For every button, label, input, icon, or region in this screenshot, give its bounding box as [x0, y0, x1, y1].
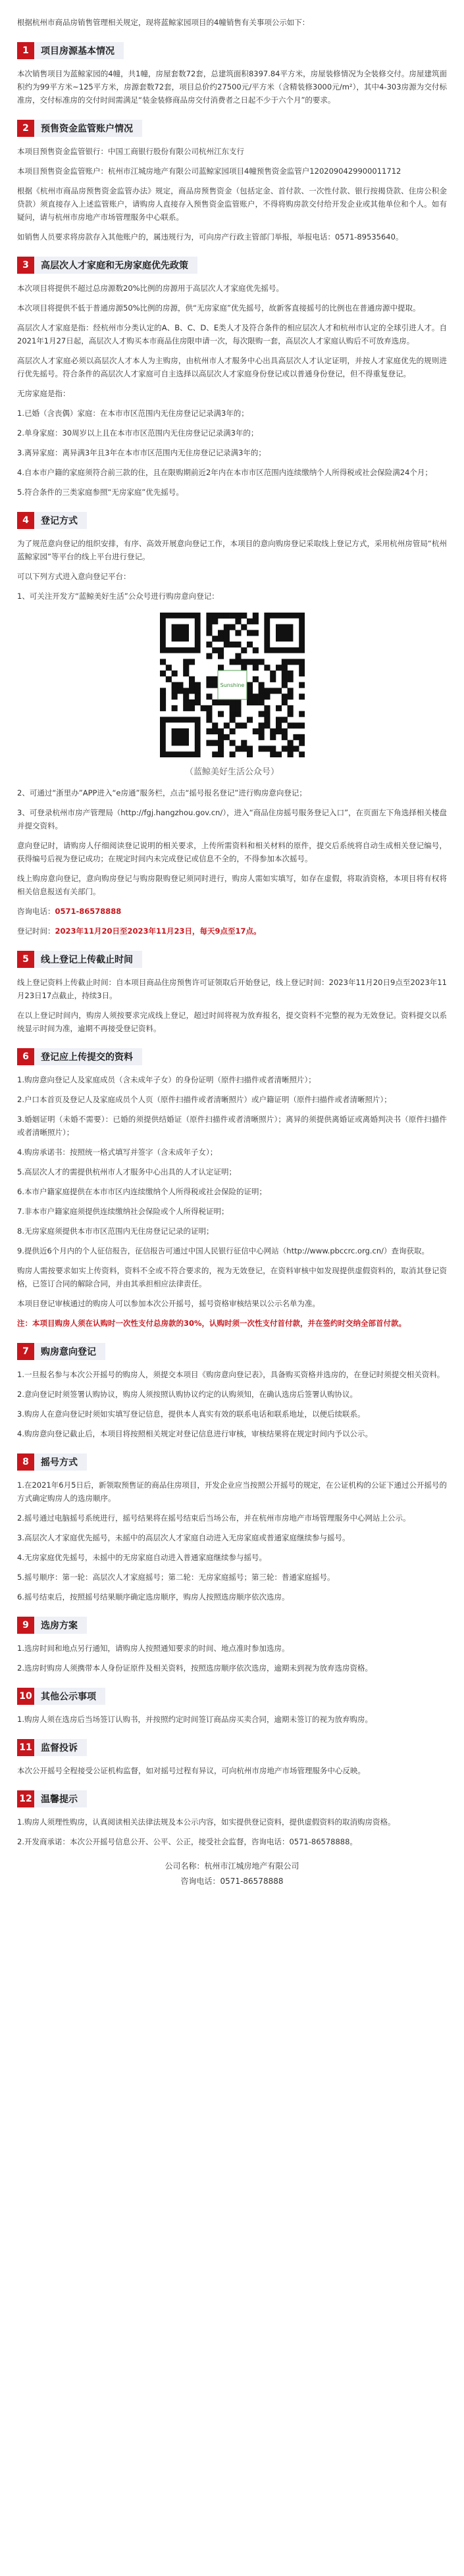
section-title: 监督投诉 [34, 1739, 87, 1756]
section-paragraph: 线上登记资料上传截止时间：自本项目商品住房预售许可证领取后开始登记，线上登记时间：2023年11月20日9点至2023年11月23日17点截止，持续3日。 [17, 978, 447, 1000]
section-title: 项目房源基本情况 [34, 42, 124, 59]
section-paragraph: 1.购房人须理性购房，认真阅读相关法律法规及本公示内容，如实提供登记资料，提供虚假资料的取消购房资格。 [17, 1817, 396, 1827]
section-paragraph: 1.购房意向登记人及家庭成员（含未成年子女）的身份证明（原件扫描件或者清晰照片）； [17, 1075, 316, 1084]
time-label: 登记时间： [17, 926, 55, 936]
section-header [17, 1739, 447, 1756]
footer-company-label: 公司名称： [165, 1861, 205, 1871]
section-paragraph: 4.自本市户籍的家庭须符合前三款的住，且在限购期前近2年内在本市市区范围内连续缴纳个人所得税或社会保险满24个月； [17, 468, 432, 477]
section-paragraph: 本次项目将提供不低于普通房源50%比例的房源，供“无房家庭”优先摇号，故新客直接摇号的比例也在普通房源中提取。 [17, 303, 421, 313]
section-paragraph: 本项目预售资金监管账户：杭州市江城房地产有限公司蓝鲸家园项目4幢预售资金监管户1202090429900011712 [17, 166, 401, 176]
section-paragraph: 6.摇号结束后，按照摇号结果顺序确定选房顺序，购房人按照选房顺序依次选房。 [17, 1592, 290, 1602]
section-number-badge: 3 [17, 257, 34, 274]
section-paragraph: 8.无房家庭须提供本市市区范围内无住房登记记录的证明； [17, 1226, 214, 1236]
registration-time: 2023年11月20日至2023年11月23日，每天9点至17点。 [55, 926, 261, 936]
section-header [17, 1617, 447, 1634]
section-title: 登记应上传提交的资料 [34, 1048, 142, 1065]
section-paragraph: 2.单身家庭：30周岁以上且在本市市区范围内无住房登记记录满3年的； [17, 428, 259, 438]
intro-text: 根据杭州市商品房销售管理相关规定，现将蓝鲸家园项目的4幢销售有关事项公示如下： [17, 18, 310, 27]
section-paragraph: 5.摇号顺序：第一轮：高层次人才家庭摇号；第二轮：无房家庭摇号；第三轮：普通家庭摇号。 [17, 1573, 335, 1582]
section-title: 摇号方式 [34, 1453, 87, 1471]
footer-phone [17, 1875, 447, 1886]
section-paragraph: 在以上登记时间内，购房人须按要求完成线上登记，超过时间将视为放弃报名，提交资料不完整的视为无效登记。资料提交以系统显示时间为准，逾期不再接受登记资料。 [17, 1011, 447, 1033]
section-title: 其他公示事项 [34, 1688, 105, 1705]
section-title: 登记方式 [34, 512, 87, 529]
section-paragraph: 1.在2021年6月5日后，新领取预售证的商品住房项目，开发企业应当按照公开摇号的规定，在公证机构的公证下通过公开摇号的方式确定购房人的选房顺序。 [17, 1480, 447, 1503]
section-paragraph: 7.非本市户籍家庭须提供连续缴纳社会保险或个人所得税证明； [17, 1207, 229, 1216]
section-paragraph: 4.购房意向登记截止后，本项目将按照相关规定对登记信息进行审核，审核结果将在规定时间内予以公示。 [17, 1429, 373, 1438]
highlight-notice: 注：本项目购房人须在认购时一次性支付总房款的30%，认购时须一次性支付首付款，并在签约时交纳全部首付款。 [17, 1319, 407, 1328]
section-number-badge: 4 [17, 512, 34, 529]
footer-company-name: 杭州市江城房地产有限公司 [204, 1861, 299, 1871]
section-number-badge: 6 [17, 1048, 34, 1065]
section-paragraph: 2.开发商承诺：本次公开摇号信息公开、公平、公正，接受社会监督，咨询电话：0571-86578888。 [17, 1837, 357, 1846]
section-header [17, 1048, 447, 1065]
section-header [17, 257, 447, 274]
qr-code-image[interactable] [157, 609, 308, 761]
section-paragraph: 1.购房人须在选房后当场签订认购书，并按照约定时间签订商品房买卖合同，逾期未签订的视为放弃购房。 [17, 1715, 373, 1724]
section-paragraph: 3.婚姻证明（未婚不需要）：已婚的须提供结婚证（原件扫描件或者清晰照片）；离异的须提供离婚证或离婚判决书（原件扫描件或者清晰照片）； [17, 1115, 447, 1137]
section-paragraph: 2.摇号通过电脑摇号系统进行，摇号结果将在摇号结束后当场公布，并在杭州市房地产市场管理服务中心网站上公示。 [17, 1513, 411, 1523]
section-paragraph: 5.高层次人才的需提供杭州市人才服务中心出具的人才认定证明； [17, 1167, 236, 1176]
section-paragraph: 5.符合条件的三类家庭参照“无房家庭”优先摇号。 [17, 488, 184, 497]
section-title: 线上登记上传截止时间 [34, 951, 142, 968]
qr-logo-text: Sunshine [220, 682, 244, 688]
sections-container [17, 42, 447, 1848]
section-paragraph: 2.意向登记时须签署认购协议，购房人须按照认购协议约定的认购须知，在确认选房后签署认购协议。 [17, 1390, 357, 1399]
section-paragraph: 4.无房家庭优先摇号，未摇中的无房家庭自动进入普通家庭继续参与摇号。 [17, 1553, 267, 1562]
section-paragraph: 3.购房人在意向登记时须如实填写登记信息，提供本人真实有效的联系电话和联系地址，以便后续联系。 [17, 1409, 365, 1419]
footer-phone-number: 0571-86578888 [220, 1877, 284, 1886]
section-header [17, 951, 447, 968]
phone-number: 0571-86578888 [55, 907, 122, 916]
footer [17, 1860, 447, 1886]
section-header [17, 42, 447, 59]
section-paragraph: 1、可关注开发方“蓝鲸美好生活”公众号进行购房意向登记： [17, 592, 219, 601]
section-paragraph: 3.高层次人才家庭优先摇号，未摇中的高层次人才家庭自动进入无房家庭或普通家庭继续参与摇号。 [17, 1533, 350, 1542]
section-header [17, 1343, 447, 1360]
qr-code-block[interactable] [17, 609, 447, 777]
section-paragraph: 线上购房意向登记，意向购房登记与购房限购登记须同时进行，购房人需如实填写，如存在虚假，将取消资格，本项目将有权将相关信息报送有关部门。 [17, 874, 447, 896]
footer-company [17, 1860, 447, 1871]
section-paragraph: 可以下列方式进入意向登记平台： [17, 572, 131, 581]
section-paragraph: 2.户口本首页及登记人及家庭成员个人页（原件扫描件或者清晰照片）或户籍证明（原件扫描件或者清晰照片）； [17, 1095, 392, 1104]
section-title: 温馨提示 [34, 1790, 87, 1807]
section-paragraph: 6.本市户籍家庭提供在本市市区内连续缴纳个人所得税或社会保险的证明； [17, 1187, 267, 1196]
footer-phone-label: 咨询电话： [180, 1877, 220, 1886]
qr-caption: （蓝鲸美好生活公众号） [184, 767, 279, 777]
section-title: 高层次人才家庭和无房家庭优先政策 [34, 257, 197, 274]
section-title: 购房意向登记 [34, 1343, 105, 1360]
section-paragraph: 本次项目将提供不超过总房源数20%比例的房源用于高层次人才家庭优先摇号。 [17, 284, 284, 293]
section-number-badge: 8 [17, 1453, 34, 1471]
section-paragraph: 2.选房时购房人须携带本人身份证原件及相关资料，按照选房顺序依次选房，逾期未到视为放弃选房资格。 [17, 1663, 373, 1673]
section-paragraph: 意向登记时，请购房人仔细阅读登记说明的相关要求，上传所需资料和相关材料的原件，提交后系统将自动生成相关登记编号，获得编号后视为登记成功；在规定时间内未完成登记或信息不全的，不得参加本次摇号。 [17, 841, 447, 863]
section-number-badge: 12 [17, 1790, 34, 1807]
section-number-badge: 9 [17, 1617, 34, 1634]
section-paragraph: 无房家庭是指： [17, 389, 70, 398]
section-paragraph: 为了规范意向登记的组织安排，有序、高效开展意向登记工作，本项目的意向购房登记采取线上登记方式，采用杭州房管局“杭州蓝鲸家园”等平台的线上平台进行登记。 [17, 539, 447, 561]
section-paragraph: 本次公开摇号全程接受公证机构监督，如对摇号过程有异议，可向杭州市房地产市场管理服务中心反映。 [17, 1766, 365, 1775]
section-title: 预售资金监管账户情况 [34, 120, 142, 137]
section-number-badge: 1 [17, 42, 34, 59]
section-header [17, 1453, 447, 1471]
section-paragraph: 1.选房时间和地点另行通知，请购房人按照通知要求的时间、地点准时参加选房。 [17, 1644, 290, 1653]
section-paragraph: 本次销售项目为蓝鲸家园的4幢，共1幢，房屋套数72套，总建筑面积8397.84平方米，房屋装修情况为全装修交付。房屋建筑面积约为99平方米~125平方米，房源套数72套，项目总价约27500元/平方米（含精装修3000元/m²），其中4-303房源为交付标准房，交付标准房的交付时间需满足“装金装修商品房交付消费者之日起不少于六个月”的要求。 [17, 69, 447, 105]
section-paragraph: 4.购房承诺书：按照统一格式填写并签字（含未成年子女）； [17, 1148, 218, 1157]
section-number-badge: 11 [17, 1739, 34, 1756]
section-number-badge: 7 [17, 1343, 34, 1360]
contact-phone-line [17, 905, 447, 918]
section-header [17, 1688, 447, 1705]
section-paragraph: 1.一旦报名参与本次公开摇号的购房人，须提交本项目《购房意向登记表》，具备购买资格并选房的，在登记时须提交相关资料。 [17, 1370, 445, 1379]
section-paragraph: 3、可登录杭州市房产管理局（http://fgj.hangzhou.gov.cn/），进入“商品住房摇号服务登记入口”，在页面左下角选择相关楼盘并提交资料。 [17, 808, 447, 830]
section-paragraph: 3.离异家庭：离异满3年且3年在本市市区范围内无住房登记记录满3年的； [17, 448, 266, 457]
section-paragraph: 如销售人员要求将房款存入其他账户的，属违规行为，可向房产行政主管部门举报，举报电话：0571-89535640。 [17, 232, 403, 241]
section-number-badge: 2 [17, 120, 34, 137]
section-paragraph: 高层次人才家庭是指：经杭州市分类认定的A、B、C、D、E类人才及符合条件的相应层次人才和杭州市认定的全球引进人才。自2021年1月27日起，高层次人才购买本市商品住房限申请一次，每次限购一套，高层次人才家庭认购后不可放弃选房。 [17, 323, 447, 345]
section-paragraph: 本项目登记审核通过的购房人可以参加本次公开摇号，摇号资格审核结果以公示名单为准。 [17, 1299, 320, 1308]
section-number-badge: 5 [17, 951, 34, 968]
phone-label: 咨询电话： [17, 907, 55, 916]
section-title: 选房方案 [34, 1617, 87, 1634]
section-paragraph: 高层次人才家庭必须以高层次人才本人为主购房，由杭州市人才服务中心出具高层次人才认定证明，并按人才家庭优先的规则进行优先摇号。符合条件的高层次人才家庭可自主选择以高层次人才家庭身份登记或以普通身份登记，但不得重复登记。 [17, 356, 447, 378]
registration-time-line [17, 924, 447, 938]
qr-code-graphic [160, 613, 305, 757]
section-number-badge: 10 [17, 1688, 34, 1705]
section-paragraph: 本项目预售资金监管银行：中国工商银行股份有限公司杭州江东支行 [17, 147, 244, 156]
section-header [17, 1790, 447, 1807]
section-paragraph: 购房人需按要求如实上传资料，资料不全或不符合要求的，视为无效登记，在资料审核中如发现提供虚假资料的，取消其登记资格，已签订合同的解除合同，并由其承担相应法律责任。 [17, 1266, 447, 1288]
section-header [17, 120, 447, 137]
section-paragraph: 2、可通过“浙里办”APP进入“e房通”服务栏，点击“摇号报名登记”进行购房意向登记； [17, 788, 307, 797]
section-paragraph: 1.已婚（含丧偶）家庭：在本市市区范围内无住房登记记录满3年的； [17, 409, 249, 418]
section-paragraph: 根据《杭州市商品房预售资金监管办法》规定，商品房预售资金（包括定金、首付款、一次性付款、银行按揭贷款、住房公积金贷款）须直接存入上述监管账户，请购房人直接存入预售资金监管账户，不得将购房款交付给开发企业或其他单位和个人。如有疑问，请与杭州市房地产市场管理服务中心联系。 [17, 186, 447, 222]
section-paragraph: 9.提供近6个月内的个人征信报告，征信报告可通过中国人民银行征信中心网站（http://www.pbccrc.org.cn/）查询获取。 [17, 1246, 430, 1255]
section-header [17, 512, 447, 529]
